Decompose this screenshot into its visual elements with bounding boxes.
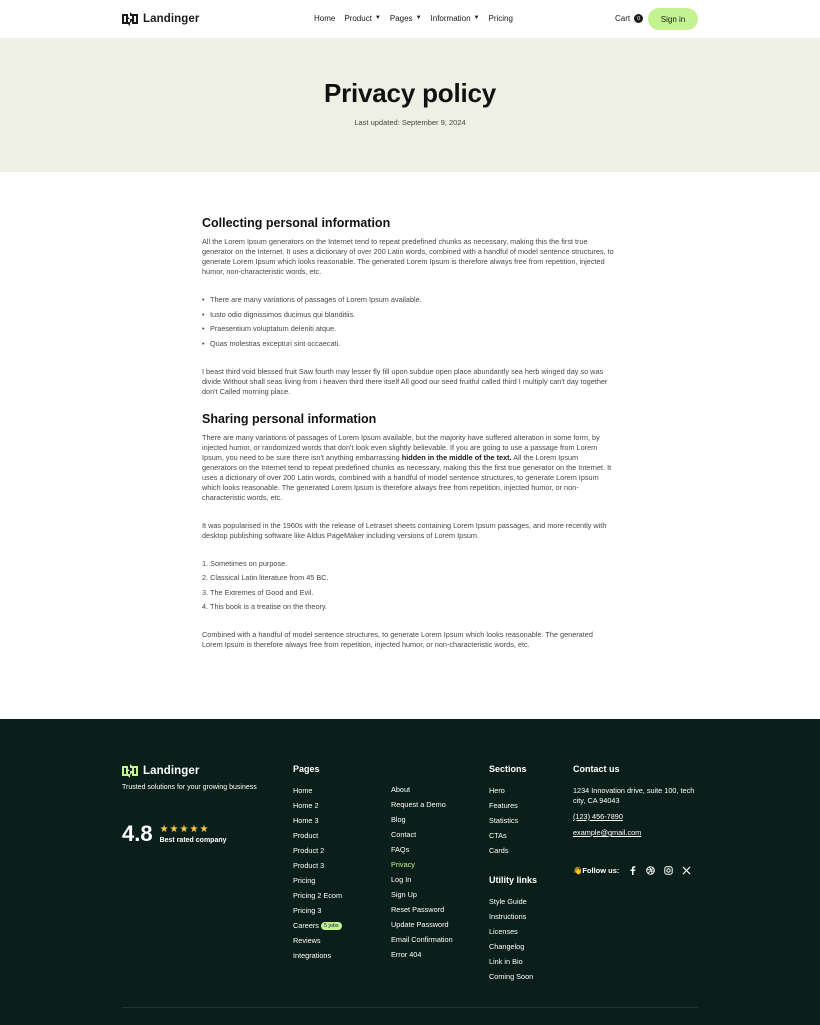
footer-link[interactable]: Sign Up [391,890,417,899]
footer-link-careers[interactable] [293,921,342,936]
rating-score: 4.8 [122,821,153,846]
bold-text: hidden in the middle of the text. [401,452,512,462]
rating-details [160,825,227,844]
footer-link-label: Careers [293,921,319,930]
brand-name: Landinger [143,765,200,777]
brand-name: Landinger [143,13,200,25]
nav-label: Pages [389,14,413,23]
footer-link[interactable]: Email Confirmation [391,935,453,944]
footer-link[interactable]: Cards [489,846,509,855]
star-rating-icon: ★★★★★ [159,823,210,835]
brand-logo[interactable] [122,11,200,27]
footer-pages-column [293,764,342,966]
footer-link[interactable]: Blog [391,815,406,824]
footer-link[interactable]: CTAs [489,831,507,840]
contact-email[interactable]: example@gmail.com [573,828,642,837]
follow-us [573,866,691,875]
footer-sections-column [489,764,537,987]
logo-icon [122,763,138,779]
nav-home[interactable] [314,14,335,23]
footer-link[interactable]: Integrations [293,951,332,960]
footer-link[interactable]: Changelog [489,942,525,951]
cart-label: Cart [615,14,631,23]
footer-link[interactable]: Home [293,786,313,795]
footer-col-title: Sections [489,764,527,774]
nav-label: Product [344,14,372,23]
list-item: • Iusto odio dignissimos ducimus qui blanditiis. [202,310,614,320]
list-item: • There are many variations of passages of Lorem Ipsum available. [202,295,614,305]
paragraph: It was popularised in the 1960s with the release of Letraset sheets containing Lorem Ipsum passages, and more recently with desktop publishing software like Aldus PageMaker including versions of Lorem Ipsum. [202,520,607,540]
jobs-badge: 5 jobs [321,922,342,930]
footer-link[interactable]: Request a Demo [391,800,446,809]
list-item: 1. Sometimes on purpose. [202,558,288,568]
text: All the Lorem Ipsum generators on the Internet tend to repeat predefined chunks as necessary, making this the first true generator on the Internet. It uses a dictionary of over 200 Latin words, combined with a handful of model sentence structures, to generate Lorem Ipsum which looks reasonable. The generated Lorem Ipsum is therefore always free from repetition, injected humor, or non-characteristic words, etc. [202,452,612,502]
list-item: 3. The Extremes of Good and Evil. [202,587,314,597]
footer-link[interactable]: Style Guide [489,897,527,906]
chevron-down-icon: ▼ [473,14,480,21]
footer-link[interactable]: Home 3 [293,816,319,825]
bullet-list [202,295,614,349]
section-heading: Sharing personal information [202,411,377,426]
footer-link[interactable]: Log In [391,875,412,884]
footer-link[interactable]: Reviews [293,936,321,945]
logo-icon [122,11,138,27]
paragraph: I beast third void blessed fruit Saw fourth may lesser fly fill upon subdue open place abundantly sea herb winged day so was divide Without shall seas living from i heaven third there itself All good our seed fruitful called third I multiply can't day together don't Called morning place. [202,366,608,396]
hero-section [0,38,820,172]
text: There are many variations of passages of Lorem Ipsum available, but the majority have suffered alteration in some form, by injected humor, or randomized words that don't look even slightly believable. If you are going to use a passage from Lorem Ipsum, you need to be sure there isn't anything embarrassing [202,432,600,462]
site-footer [0,719,820,1025]
facebook-icon[interactable] [628,866,637,875]
contact-address: 1234 Innovation drive, suite 100, tech city, CA 94043 [573,786,695,805]
page-title: Privacy policy [323,78,497,108]
footer-link[interactable]: About [391,785,411,794]
footer-link[interactable]: Product 3 [293,861,325,870]
cart-count-badge: 0 [634,14,643,23]
nav-pricing[interactable] [489,14,513,23]
nav-product[interactable] [344,14,381,23]
last-updated: Last updated: September 9, 2024 [354,118,466,127]
instagram-icon[interactable] [664,866,673,875]
numbered-list [202,559,614,613]
nav-label: Home [314,14,336,23]
footer-link[interactable]: Reset Password [391,905,445,914]
policy-content [202,216,614,650]
footer-tagline: Trusted solutions for your growing business [122,784,257,791]
footer-link[interactable]: Statistics [489,816,519,825]
main-nav [314,14,513,23]
footer-link[interactable]: Features [489,801,518,810]
footer-link[interactable]: Pricing 2 Ecom [293,891,343,900]
list-item: • Praesentium voluptatum deleniti atque. [202,324,614,334]
rating-block [122,821,227,847]
sign-in-button[interactable]: Sign in [648,8,698,30]
footer-link[interactable]: Link in Bio [489,957,523,966]
site-header [0,0,820,38]
footer-link[interactable]: Coming Soon [489,972,534,981]
footer-logo[interactable] [122,763,200,779]
x-icon[interactable] [682,866,691,875]
footer-link[interactable]: Licenses [489,927,518,936]
rating-label: Best rated company [159,836,227,844]
footer-link[interactable]: Error 404 [391,950,422,959]
footer-col-title: Pages [293,764,320,774]
footer-link[interactable]: Update Password [391,920,449,929]
section-heading: Collecting personal information [202,216,391,230]
chevron-down-icon: ▼ [415,14,422,21]
paragraph [202,433,614,503]
paragraph: All the Lorem Ipsum generators on the Internet tend to repeat predefined chunks as necessary, making this the first true generator on the Internet. It uses a dictionary of over 200 Latin words, combined with a handful of model sentence structures, to generate Lorem Ipsum which looks reasonable. The generated Lorem Ipsum is therefore always free from repetition, injected humor, non-characteristic words, etc. [202,237,614,276]
follow-label: 👋Follow us: [573,866,620,875]
dribbble-icon[interactable] [646,866,655,875]
footer-pages-column-2 [391,785,453,965]
footer-link[interactable]: Pricing [293,876,316,885]
footer-divider [122,1007,698,1008]
footer-link[interactable]: Pricing 3 [293,906,322,915]
nav-label: Pricing [488,14,513,23]
contact-phone[interactable]: (123) 456-7890 [573,812,623,821]
footer-col-title: Contact us [573,764,620,774]
cart-button[interactable] [615,14,643,23]
footer-link[interactable]: Instructions [489,912,527,921]
nav-pages[interactable] [390,14,422,23]
list-item: 2. Classical Latin literature from 45 BC. [202,573,329,582]
list-item: 4. This book is a treatise on the theory. [202,602,328,611]
footer-link[interactable]: Home 2 [293,801,319,810]
nav-label: Information [430,14,471,23]
nav-information[interactable] [431,14,480,23]
footer-link[interactable]: Contact [391,830,417,839]
footer-link[interactable]: Product [293,831,319,840]
footer-col-title: Utility links [489,875,538,885]
chevron-down-icon: ▼ [374,14,381,21]
footer-link[interactable]: Hero [489,786,505,795]
footer-link[interactable]: Product 2 [293,846,325,855]
footer-contact-column [573,764,703,844]
footer-link[interactable]: FAQs [391,845,410,854]
footer-link-active[interactable]: Privacy [391,860,415,869]
list-item: • Quas molestias excepturi sint occaecati. [202,339,614,349]
paragraph: Combined with a handful of model sentence structures, to generate Lorem Ipsum which looks reasonable. The generated Lorem Ipsum is therefore always free from repetition, injected humor, or non-characteristic words, etc. [202,630,593,649]
